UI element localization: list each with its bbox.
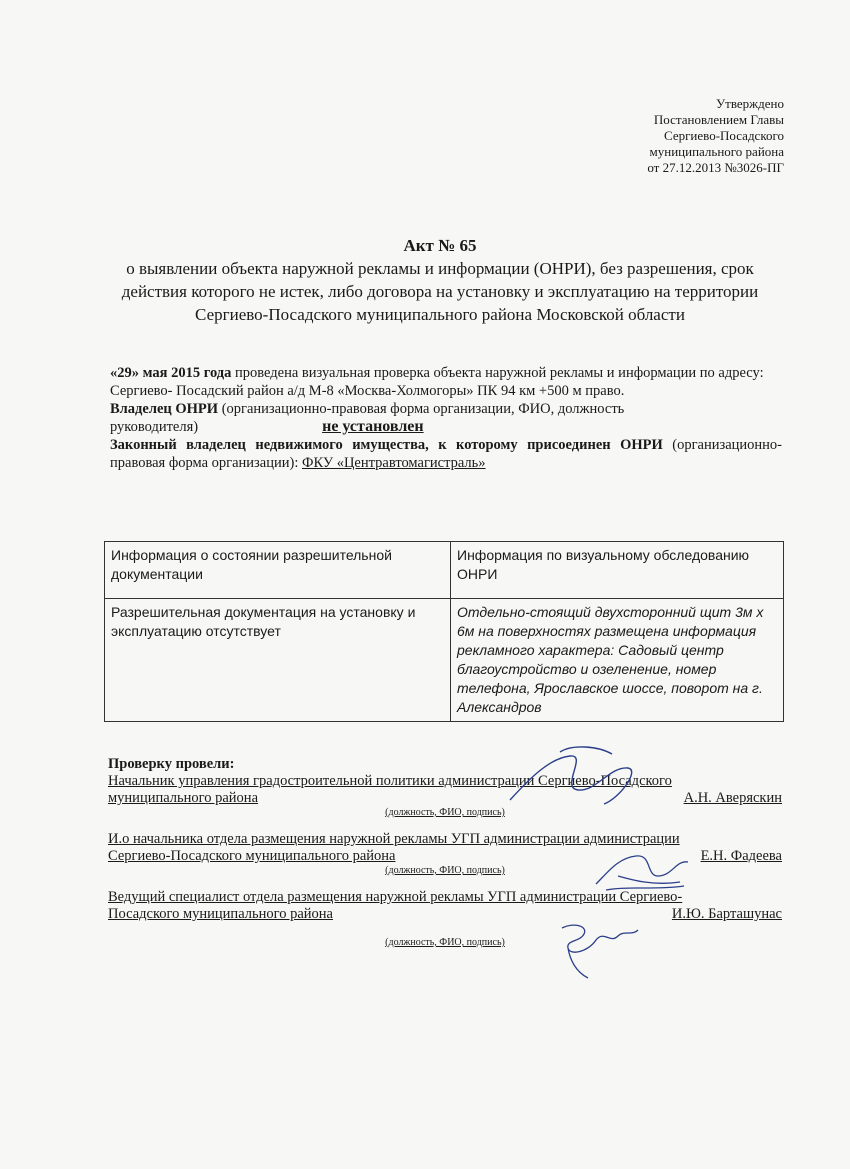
inspector-name: Е.Н. Фадеева — [700, 848, 782, 864]
table-header-row — [105, 542, 784, 599]
document-body — [110, 364, 782, 472]
approval-line-1: Утверждено — [715, 96, 784, 111]
legal-owner-label: Законный владелец недвижимого имущества, к которому присоединен ОНРИ — [110, 437, 663, 453]
inspector-name-row — [108, 790, 782, 807]
inspector-name-row — [108, 848, 782, 865]
approval-line-5: от 27.12.2013 №3026-ПГ — [647, 160, 784, 175]
inspectors-heading: Проверку провели: — [108, 756, 235, 772]
approval-line-2: Постановлением Главы — [653, 112, 784, 127]
legal-owner-value: ФКУ «Центравтомагистраль» — [301, 455, 486, 471]
inspectors-section — [108, 756, 782, 961]
approval-stamp-text — [647, 96, 784, 176]
legal-owner-description: (организационно-правовая форма организации): — [110, 437, 783, 471]
inspector-block — [108, 773, 782, 819]
signature-caption: (должность, ФИО, подпись) — [385, 865, 505, 876]
table-header-cell: Информация по визуальному обследованию ОНРИ — [451, 542, 784, 599]
information-table — [104, 541, 784, 722]
inspector-position: И.о начальника отдела размещения наружной рекламы УГП администрации администрации — [108, 831, 680, 847]
approval-line-4: муниципального района — [649, 144, 784, 159]
inspector-position: Начальник управления градостроительной политики администрации Сергиево-Посадского — [108, 773, 672, 789]
approval-line-3: Сергиево-Посадского — [664, 128, 784, 143]
table-cell: Отдельно-стоящий двухсторонний щит 3м х 6м на поверхностях размещена информация рекламного характера: Садовый центр благоустройство и озеленение, номер телефона, Ярославское шоссе, поворот на г. Александров — [451, 599, 784, 722]
inspection-paragraph — [110, 364, 782, 400]
owner-paragraph — [110, 400, 782, 436]
inspector-block — [108, 831, 782, 877]
inspection-text: проведена визуальная проверка объекта наружной рекламы и информации по адресу: Сергиево- Посадский район а/д М-8 «Москва-Холмогоры» ПК 94 км +500 м право. — [110, 365, 764, 399]
inspector-position: Ведущий специалист отдела размещения наружной рекламы УГП администрации Сергиево- — [108, 889, 683, 905]
owner-value: не установлен — [322, 418, 424, 435]
signature-caption: (должность, ФИО, подпись) — [385, 937, 505, 948]
document-title-block — [100, 234, 780, 326]
table-cell: Разрешительная документация на установку и эксплуатацию отсутствует — [105, 599, 451, 722]
inspector-position-cont: муниципального района — [108, 790, 258, 806]
signature-caption: (должность, ФИО, подпись) — [385, 807, 505, 818]
owner-label: Владелец ОНРИ — [110, 401, 219, 417]
inspector-name: И.Ю. Барташунас — [671, 906, 782, 922]
inspector-block — [108, 889, 782, 949]
legal-owner-paragraph — [110, 436, 782, 472]
act-number: Акт № 65 — [403, 236, 477, 255]
inspection-date: «29» мая 2015 года — [110, 365, 232, 381]
act-subtitle: о выявлении объекта наружной рекламы и информации (ОНРИ), без разрешения, срок действия которого не истек, либо договора на установку и эксплуатацию на территории Сергиево-Посадского муниципального района Московской области — [121, 259, 759, 324]
inspector-name: А.Н. Аверяскин — [683, 790, 782, 806]
table-row — [105, 599, 784, 722]
inspector-position-cont: Сергиево-Посадского муниципального района — [108, 848, 396, 864]
inspector-position-cont: Посадского муниципального района — [108, 906, 333, 922]
owner-description: (организационно-правовая форма организации, ФИО, должность руководителя) — [110, 401, 625, 435]
inspector-name-row — [108, 906, 782, 923]
table-header-cell: Информация о состоянии разрешительной документации — [105, 542, 451, 599]
